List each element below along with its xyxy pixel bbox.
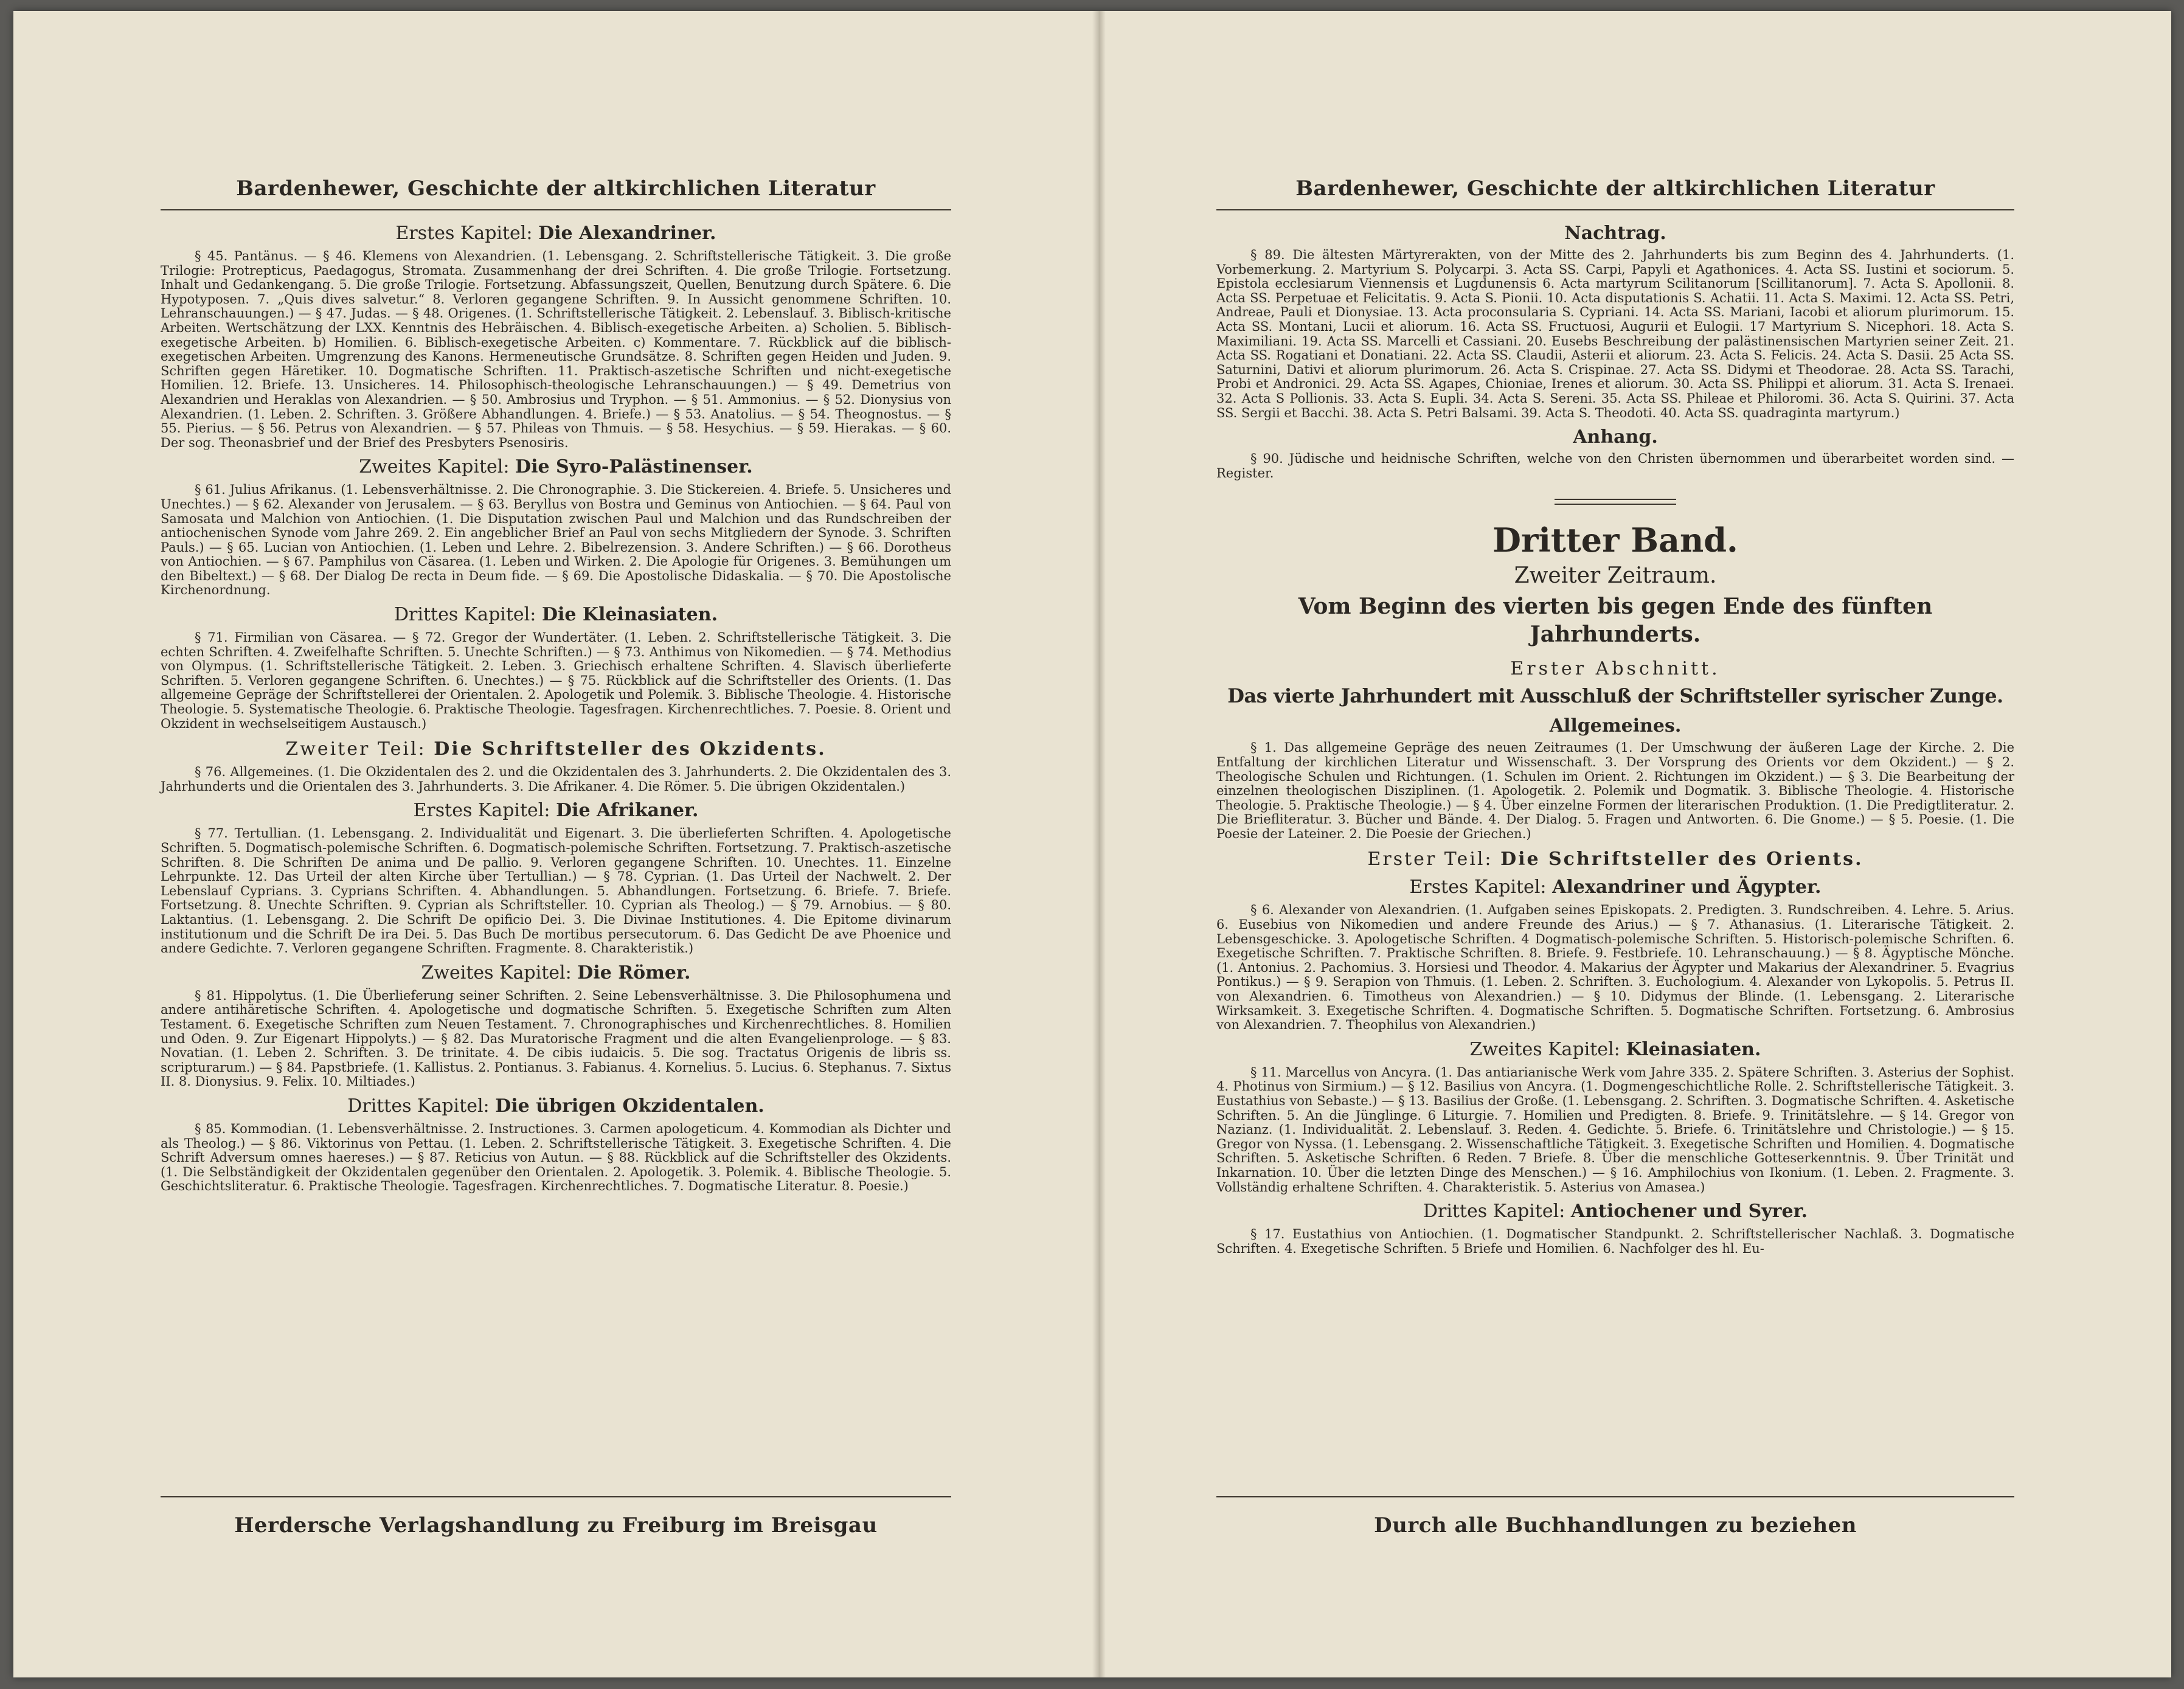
chapter-heading bbox=[161, 603, 951, 627]
chapter-heading bbox=[1216, 1199, 2014, 1224]
section-paragraph: § 71. Firmilian von Cäsarea. — § 72. Gregor der Wundertäter. (1. Leben. 2. Schriftstellerische Tätigkeit. 3. Die echten Schriften. 4. Zweifelhafte Schriften. 5. Unechte Schriften.) — § 73. Anthimus von Nikomedien. — § 74. Methodius von Olympus. (1. Schriftstellerische Tätigkeit. 2. Leben. 3. Griechisch erhaltene Schriften. 4. Slavisch überlieferte Schriften. 5. Verloren gegangene Schriften. 6. Unechtes.) — § 75. Rückblick auf die Schriftsteller des Orients. (1. Das allgemeine Gepräge der Schriftstellerei der Orientalen. 2. Apologetik und Polemik. 3. Biblische Theologie. 4. Historische Theologie. 5. Systematische Theologie. 6. Praktische Theologie. Tagesfragen. Kirchenrechtliches. 7. Poesie. 8. Orient und Okzident in wechselseitigem Austausch.) bbox=[161, 630, 951, 731]
section-paragraph: § 11. Marcellus von Ancyra. (1. Das antiarianische Werk vom Jahre 335. 2. Spätere Schriften. 3. Asterius der Sophist. 4. Photinus von Sirmium.) — § 12. Basilius von Ancyra. (1. Dogmengeschichtliche Rolle. 2. Schriftstellerische Tätigkeit. 3. Eustathius von Sebaste.) — § 13. Basilius der Große. (1. Lebensgang. 2. Schriften. 3. Dogmatische Schriften. 4. Asketische Schriften. 5. An die Jünglinge. 6 Liturgie. 7. Homilien und Predigten. 8. Briefe. 9. Trinitätslehre. — § 14. Gregor von Nazianz. (1. Individualität. 2. Lebenslauf. 3. Reden. 4. Gedichte. 5. Briefe. 6. Trinitätslehre und Christologie.) — § 15. Gregor von Nyssa. (1. Lebensgang. 2. Wissenschaftliche Tätigkeit. 3. Exegetische Schriften und Homilien. 4. Dogmatische Schriften. 5. Asketische Schriften. 6 Reden. 7 Briefe. 8. Über die menschliche Gotteserkenntnis. 9. Über Trinität und Inkarnation. 10. Über die letzten Dinge des Menschen.) — § 16. Amphilochius von Ikonium. (1. Leben. 2. Fragmente. 3. Vollständig erhaltene Schriften. 4. Charakteristik. 5. Asterius von Amasea.) bbox=[1216, 1064, 2014, 1195]
volume-title: Dritter Band. bbox=[1492, 521, 1738, 560]
anhang-paragraph: § 90. Jüdische und heidnische Schriften, welche von den Christen übernommen und überarbeitet worden sind. — Register. bbox=[1216, 451, 2014, 480]
chapter-prefix: Drittes Kapitel: bbox=[1423, 1201, 1565, 1223]
chapter-heading bbox=[161, 799, 951, 823]
chapter-prefix: Drittes Kapitel: bbox=[347, 1095, 490, 1117]
chapter-title: Die Kleinasiaten. bbox=[541, 604, 718, 626]
nachtrag-heading: Nachtrag. bbox=[1564, 223, 1666, 244]
section-paragraph: § 76. Allgemeines. (1. Die Okzidentalen des 2. und die Okzidentalen des 3. Jahrhunderts. 2. Die Okzidentalen des 3. Jahrhunderts und die Orientalen des 3. Jahrhunderts. 3. Die Afrikaner. 4. Die Römer. 5. Die übrigen Okzidentalen.) bbox=[161, 765, 951, 794]
chapter-heading bbox=[161, 961, 951, 985]
section-paragraph: § 85. Kommodian. (1. Lebensverhältnisse. 2. Instructiones. 3. Carmen apologeticum. 4. Kommodian als Dichter und als Theolog.) — § 86. Viktorinus von Pettau. (1. Leben. 2. Schriftstellerische Tätigkeit. 3. Exegetische Schriften. 4. Die Schrift Adversum omnes haereses.) — § 87. Reticius von Autun. — § 88. Rückblick auf die Schriftsteller des Okzidents. (1. Die Selbständigkeit der Okzidentalen gegenüber den Orientalen. 2. Apologetik. 3. Polemik. 4. Biblische Theologie. 5. Geschichtsliteratur. 6. Praktische Theologie. Tagesfragen. Kirchenrechtliches. 7. Dogmatische Literatur. 8. Poesie.) bbox=[161, 1121, 951, 1194]
part-prefix: Erster Teil: bbox=[1367, 848, 1493, 870]
chapter-prefix: Erstes Kapitel: bbox=[1409, 876, 1547, 898]
part-title: Die Schriftsteller des Orients. bbox=[1500, 848, 1863, 870]
section-paragraph: § 6. Alexander von Alexandrien. (1. Aufgaben seines Episkopats. 2. Predigten. 3. Rundschreiben. 4. Lehre. 5. Arius. 6. Eusebius von Nikomedien und andere Freunde des Arius.) — § 7. Athanasius. (1. Literarische Tätigkeit. 2. Lebensgeschicke. 3. Apologetische Schriften. 4 Dogmatisch-polemische Schriften. 5. Historisch-polemische Schriften. 6. Exegetische Schriften. 7. Praktische Schriften. 8. Briefe. 9. Festbriefe. 10. Lehranschauung.) — § 8. Ägyptische Mönche. (1. Antonius. 2. Pachomius. 3. Horsiesi und Theodor. 4. Makarius der Ägypter und Makarius der Alexandriner. 5. Evagrius Pontikus.) — § 9. Serapion von Thmuis. (1. Leben. 2. Schriften. 3. Euchologium. 4. Alexander von Lykopolis. 5. Petrus II. von Alexandrien. 6. Timotheus von Alexandrien.) — § 10. Didymus der Blinde. (1. Lebensgang. 2. Literarische Wirksamkeit. 3. Exegetische Schriften. 4. Dogmatische Schriften. 5. Dogmatische Schriften. Fortsetzung. 6. Ambrosius von Alexandrien. 7. Theophilus von Alexandrien.) bbox=[1216, 903, 2014, 1033]
period-label: Zweiter Zeitraum. bbox=[1514, 563, 1717, 589]
chapter-title: Die Syro-Palästinenser. bbox=[515, 456, 753, 478]
chapter-prefix: Erstes Kapitel: bbox=[395, 223, 533, 244]
left-column bbox=[161, 175, 951, 1199]
double-rule-divider bbox=[1555, 499, 1676, 505]
part-title: Die Schriftsteller des Okzidents. bbox=[434, 738, 827, 760]
chapter-title: Antiochener und Syrer. bbox=[1570, 1201, 1808, 1223]
part-heading bbox=[1216, 847, 2014, 872]
left-footer-publisher: Herdersche Verlagshandlung zu Freiburg im Breisgau bbox=[161, 1496, 951, 1538]
section-paragraph: § 17. Eustathius von Antiochien. (1. Dogmatischer Standpunkt. 2. Schriftstellerischer Nachlaß. 3. Dogmatische Schriften. 4. Exegetische Schriften. 5 Briefe und Homilien. 6. Nachfolger des hl. Eu- bbox=[1216, 1227, 2014, 1256]
part-heading bbox=[161, 737, 951, 761]
chapter-prefix: Zweites Kapitel: bbox=[421, 962, 572, 983]
anhang-heading: Anhang. bbox=[1573, 426, 1658, 448]
right-column bbox=[1216, 175, 2014, 1261]
chapter-title: Alexandriner und Ägypter. bbox=[1552, 876, 1822, 898]
book-spread bbox=[13, 11, 2171, 1677]
chapter-prefix: Zweites Kapitel: bbox=[1469, 1038, 1620, 1060]
left-running-head: Bardenhewer, Geschichte der altkirchlichen Literatur bbox=[161, 175, 951, 210]
right-running-head: Bardenhewer, Geschichte der altkirchlichen Literatur bbox=[1216, 175, 2014, 210]
chapter-heading bbox=[161, 455, 951, 479]
chapter-heading bbox=[161, 221, 951, 246]
nachtrag-paragraph: § 89. Die ältesten Märtyrerakten, von der Mitte des 2. Jahrhunderts bis zum Beginn des 4. Jahrhunderts. (1. Vorbemerkung. 2. Martyrium S. Polycarpi. 3. Acta SS. Carpi, Papyli et Agathonices. 4. Acta SS. Iustini et sociorum. 5. Epistola ecclesiarum Viennensis et Lugdunensis 6. Acta martyrum Scilitanorum [Scillitanorum]. 7. Acta S. Apollonii. 8. Acta SS. Perpetuae et Felicitatis. 9. Acta S. Pionii. 10. Acta disputationis S. Achatii. 11. Acta S. Maximi. 12. Acta SS. Petri, Andreae, Pauli et Dionysiae. 13. Acta proconsularia S. Cypriani. 14. Acta SS. Mariani, Iacobi et aliorum plurimorum. 15. Acta SS. Montani, Lucii et aliorum. 16. Acta SS. Fructuosi, Augurii et Eulogii. 17 Martyrium S. Nicephori. 18. Acta S. Maximiliani. 19. Acta SS. Marcelli et Cassiani. 20. Eusebs Beschreibung der palästinensischen Martyrien seiner Zeit. 21. Acta SS. Rogatiani et Donatiani. 22. Acta SS. Claudii, Asterii et aliorum. 23. Acta S. Felicis. 24. Acta S. Dasii. 25 Acta SS. Saturnini, Dativi et aliorum plurimorum. 26. Acta S. Crispinae. 27. Acta SS. Didymi et Theodorae. 28. Acta SS. Tarachi, Probi et Andronici. 29. Acta SS. Agapes, Chioniae, Irenes et aliorum. 30. Acta SS. Philippi et aliorum. 31. Acta S. Irenaei. 32. Acta S Pollionis. 33. Acta S. Eupli. 34. Acta S. Sereni. 35. Acta SS. Phileae et Philoromi. 36. Acta S. Quirini. 37. Acta SS. Sergii et Bacchi. 38. Acta S. Petri Balsami. 39. Acta S. Theodoti. 40. Acta SS. quadraginta martyrum.) bbox=[1216, 248, 2014, 420]
part-prefix: Zweiter Teil: bbox=[285, 738, 426, 760]
allgemeines-paragraph: § 1. Das allgemeine Gepräge des neuen Zeitraumes (1. Der Umschwung der äußeren Lage der Kirche. 2. Die Entfaltung der kirchlichen Literatur und Wissenschaft. 3. Der Vorsprung des Orients vor dem Okzident.) — § 2. Theologische Schulen und Richtungen. (1. Schulen im Orient. 2. Richtungen im Okzident.) — § 3. Die Bearbeitung der einzelnen theologischen Disziplinen. (1. Apologetik. 2. Polemik und Dogmatik. 3. Biblische Theologie. 4. Historische Theologie. 5. Praktische Theologie.) — § 4. Über einzelne Formen der literarischen Produktion. (1. Die Predigtliteratur. 2. Die Briefliteratur. 3. Bücher und Bände. 4. Der Dialog. 5. Fragen und Antworten. 6. Die Gnome.) — § 5. Poesie. (1. Die Poesie der Lateiner. 2. Die Poesie der Griechen.) bbox=[1216, 740, 2014, 841]
section-paragraph: § 77. Tertullian. (1. Lebensgang. 2. Individualität und Eigenart. 3. Die überlieferten Schriften. 4. Apologetische Schriften. 5. Dogmatisch-polemische Schriften. 6. Dogmatisch-polemische Schriften. Fortsetzung. 7. Praktisch-aszetische Schriften. 8. Die Schriften De anima und De pallio. 9. Verloren gegangene Schriften. 10. Unechtes. 11. Einzelne Lehrpunkte. 12. Das Urteil der alten Kirche über Tertullian.) — § 78. Cyprian. (1. Das Urteil der Nachwelt. 2. Der Lebenslauf Cyprians. 3. Cyprians Schriften. 4. Abhandlungen. 5. Abhandlungen. Fortsetzung. 6. Briefe. 7. Briefe. Fortsetzung. 8. Unechte Schriften. 9. Cyprian als Schriftsteller. 10. Cyprian als Theolog.) — § 79. Arnobius. — § 80. Laktantius. (1. Lebensgang. 2. Die Schrift De opificio Dei. 3. Die Divinae Institutiones. 4. Die Epitome divinarum institutionum und die Schrift De ira Dei. 5. Das Buch De mortibus persecutorum. 6. Das Gedicht De ave Phoenice und andere Gedichte. 7. Verloren gegangene Schriften. Fragmente. 8. Charakteristik.) bbox=[161, 826, 951, 956]
chapter-prefix: Zweites Kapitel: bbox=[359, 456, 510, 478]
section-paragraph: § 81. Hippolytus. (1. Die Überlieferung seiner Schriften. 2. Seine Lebensverhältnisse. 3. Die Philosophumena und andere antihäretische Schriften. 4. Apologetische und dogmatische Schriften. 5. Exegetische Schriften zum Alten Testament. 6. Exegetische Schriften zum Neuen Testament. 7. Chronographisches und Kirchenrechtliches. 8. Homilien und Oden. 9. Zur Eigenart Hippolyts.) — § 82. Das Muratorische Fragment und die alten Evangelienprologe. — § 83. Novatian. (1. Leben 2. Schriften. 3. De trinitate. 4. De cibis iudaicis. 5. Die sog. Tractatus Origenis de libris ss. scripturarum.) — § 84. Papstbriefe. (1. Kallistus. 2. Pontianus. 3. Fabianus. 4. Kornelius. 5. Lucius. 6. Stephanus. 7. Sixtus II. 8. Dionysius. 9. Felix. 10. Miltiades.) bbox=[161, 988, 952, 1089]
book-gutter bbox=[1092, 11, 1106, 1677]
chapter-title: Kleinasiaten. bbox=[1626, 1038, 1761, 1060]
chapter-heading bbox=[1216, 1038, 2014, 1062]
period-title: Vom Beginn des vierten bis gegen Ende des fünften Jahrhunderts. bbox=[1298, 594, 1933, 648]
section-label: Erster Abschnitt. bbox=[1510, 658, 1721, 680]
allgemeines-heading: Allgemeines. bbox=[1549, 715, 1682, 737]
chapter-prefix: Drittes Kapitel: bbox=[393, 604, 536, 626]
chapter-prefix: Erstes Kapitel: bbox=[413, 800, 550, 822]
chapter-heading bbox=[1216, 875, 2014, 900]
section-paragraph: § 61. Julius Afrikanus. (1. Lebensverhältnisse. 2. Die Chronographie. 3. Die Stickereien. 4. Briefe. 5. Unsicheres und Unechtes.) — § 62. Alexander von Jerusalem. — § 63. Beryllus von Bostra und Geminus von Antiochien. — § 64. Paul von Samosata und Malchion von Antiochien. (1. Die Disputation zwischen Paul und Malchion und das Rundschreiben der antiochenischen Synode vom Jahre 269. 2. Ein angeblicher Brief an Paul von sechs Mitgliedern der Synode. 3. Schriften Pauls.) — § 65. Lucian von Antiochien. (1. Leben und Lehre. 2. Bibelrezension. 3. Andere Schriften.) — § 66. Dorotheus von Antiochien. — § 67. Pamphilus von Cäsarea. (1. Leben und Wirken. 2. Die Apologie für Origenes. 3. Bemühungen um den Bibeltext.) — § 68. Der Dialog De recta in Deum fide. — § 69. Die Apostolische Didaskalia. — § 70. Die Apostolische Kirchenordnung. bbox=[161, 482, 951, 598]
chapter-title: Die Afrikaner. bbox=[556, 800, 699, 822]
chapter-title: Die Römer. bbox=[577, 962, 691, 983]
right-footer-distribution: Durch alle Buchhandlungen zu beziehen bbox=[1216, 1496, 2014, 1538]
section-title: Das vierte Jahrhundert mit Ausschluß der Schriftsteller syrischer Zunge. bbox=[1227, 684, 2003, 708]
right-page bbox=[1106, 11, 2171, 1677]
section-paragraph: § 45. Pantänus. — § 46. Klemens von Alexandrien. (1. Lebensgang. 2. Schriftstellerische Tätigkeit. 3. Die große Trilogie: Protrepticus, Paedagogus, Stromata. Zusammenhang der drei Schriften. 4. Die große Trilogie. Fortsetzung. Inhalt und Gedankengang. 5. Die große Trilogie. Fortsetzung. Abfassungszeit, Quellen, Benutzung durch Spätere. 6. Die Hypotyposen. 7. „Quis dives salvetur.“ 8. Verloren gegangene Schriften. 9. In Aussicht genommene Schriften. 10. Lehranschauungen.) — § 47. Judas. — § 48. Origenes. (1. Schriftstellerische Tätigkeit. 2. Lebenslauf. 3. Biblisch-kritische Arbeiten. Wertschätzung der LXX. Kenntnis des Hebräischen. 4. Biblisch-exegetische Arbeiten. a) Scholien. 5. Biblisch-exegetische Arbeiten. b) Homilien. 6. Biblisch-exegetische Arbeiten. c) Kommentare. 7. Rückblick auf die biblisch-exegetischen Arbeiten. Umgrenzung des Kanons. Hermeneutische Grundsätze. 8. Schriften gegen Heiden und Juden. 9. Schriften gegen Häretiker. 10. Dogmatische Schriften. 11. Praktisch-aszetische Schriften und nicht-exegetische Homilien. 12. Briefe. 13. Unsicheres. 14. Philosophisch-theologische Lehranschauungen.) — § 49. Demetrius von Alexandrien und Heraklas von Alexandrien. — § 50. Ambrosius und Tryphon. — § 51. Ammonius. — § 52. Dionysius von Alexandrien. (1. Leben. 2. Schriften. 3. Größere Abhandlungen. 4. Briefe.) — § 53. Anatolius. — § 54. Theognostus. — § 55. Pierius. — § 56. Petrus von Alexandrien. — § 57. Phileas von Thmuis. — § 58. Hesychius. — § 59. Hierakas. — § 60. Der sog. Theonasbrief und der Brief des Presbyters Psenosiris. bbox=[161, 249, 951, 450]
chapter-title: Die Alexandriner. bbox=[538, 223, 716, 244]
chapter-title: Die übrigen Okzidentalen. bbox=[495, 1095, 764, 1117]
chapter-heading bbox=[161, 1094, 951, 1118]
left-page bbox=[13, 11, 1092, 1677]
